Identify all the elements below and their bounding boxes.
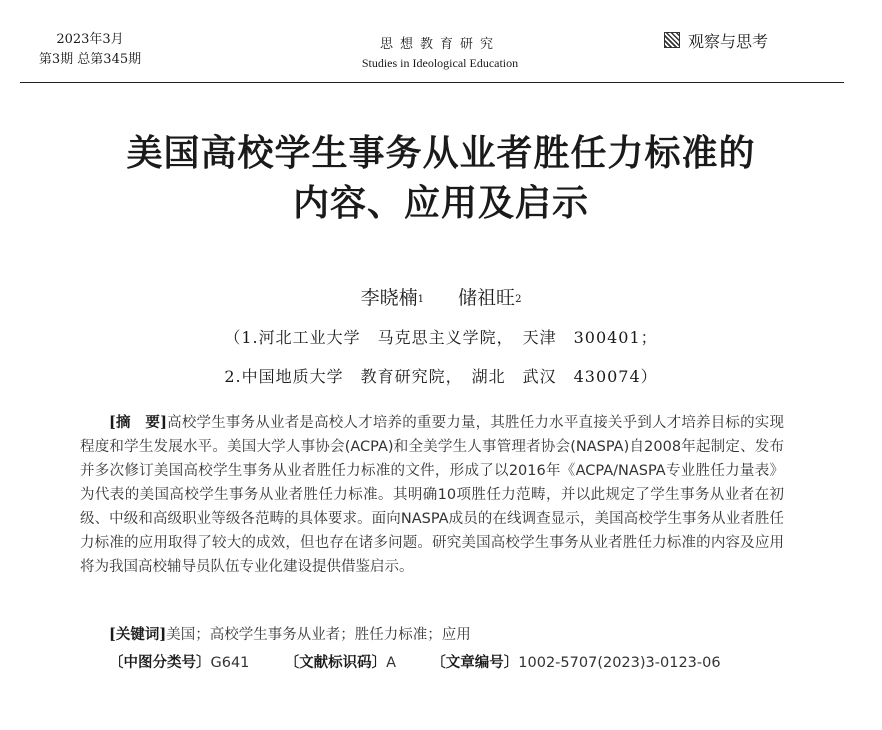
header-rule [20, 82, 844, 83]
issue-date: 2023年3月 [56, 32, 124, 47]
keywords-label: [关键词] [109, 626, 167, 643]
keywords [109, 623, 809, 647]
clc-label: 〔中图分类号〕 [109, 654, 211, 671]
affiliation-line-2: 2.中国地质大学 教育研究院， 湖北 武汉 430074） [224, 367, 658, 386]
journal-name-cn: 思想教育研究 [379, 37, 500, 52]
issue-info [20, 30, 160, 70]
article-title [0, 128, 882, 228]
article-number-value: 1002-5707(2023)3-0123-06 [518, 655, 721, 671]
article-number-label: 〔文章编号〕 [431, 654, 519, 671]
affiliation-line-1: （1.河北工业大学 马克思主义学院， 天津 300401； [224, 328, 658, 347]
author-affiliation-mark: 1 [417, 294, 424, 305]
doc-code-label: 〔文献标识码〕 [284, 654, 387, 671]
author-list [0, 284, 882, 312]
title-line-1: 美国高校学生事务从业者胜任力标准的 [126, 132, 756, 174]
author-name: 李晓楠 [360, 287, 418, 309]
hatched-square-icon [664, 32, 680, 48]
title-line-2: 内容、应用及启示 [292, 182, 589, 224]
author-name: 储祖旺 [458, 287, 516, 309]
abstract-text: 高校学生事务从业者是高校人才培养的重要力量，其胜任力水平直接关乎到人才培养目标的实现程度和学生发展水平。美国大学人事协会(ACPA)和全美学生人事管理者协会(NASPA)自2008年起制定、发布并多次修订美国高校学生事务从业者胜任力标准的文件，形成了以2016年《ACPA/NASPA专业胜任力量表》为代表的美国高校学生事务从业者胜任力标准。其明确10项胜任力范畴，并以此规定了学生事务从业者在初级、中级和高级职业等级各范畴的具体要求。面向NASPA成员的在线调查显示，美国高校学生事务从业者胜任力标准的应用取得了较大的成效，但也存在诸多问题。研究美国高校学生事务从业者胜任力标准的内容及应用将为我国高校辅导员队伍专业化建设提供借鉴启示。 [80, 415, 784, 575]
journal-name [320, 36, 560, 72]
abstract-label: [摘 要] [109, 414, 167, 431]
clc-value: G641 [210, 655, 250, 671]
journal-name-en: Studies in Ideological Education [361, 56, 519, 70]
doc-code-value: A [386, 655, 397, 671]
keywords-text: 美国；高校学生事务从业者；胜任力标准；应用 [166, 627, 471, 643]
author-affiliation-mark: 2 [515, 294, 522, 305]
issue-number: 第3期 总第345期 [38, 52, 142, 67]
column-label: 观察与思考 [688, 31, 769, 51]
abstract [80, 411, 784, 579]
classification-codes [109, 651, 829, 675]
column-tag [664, 30, 768, 50]
